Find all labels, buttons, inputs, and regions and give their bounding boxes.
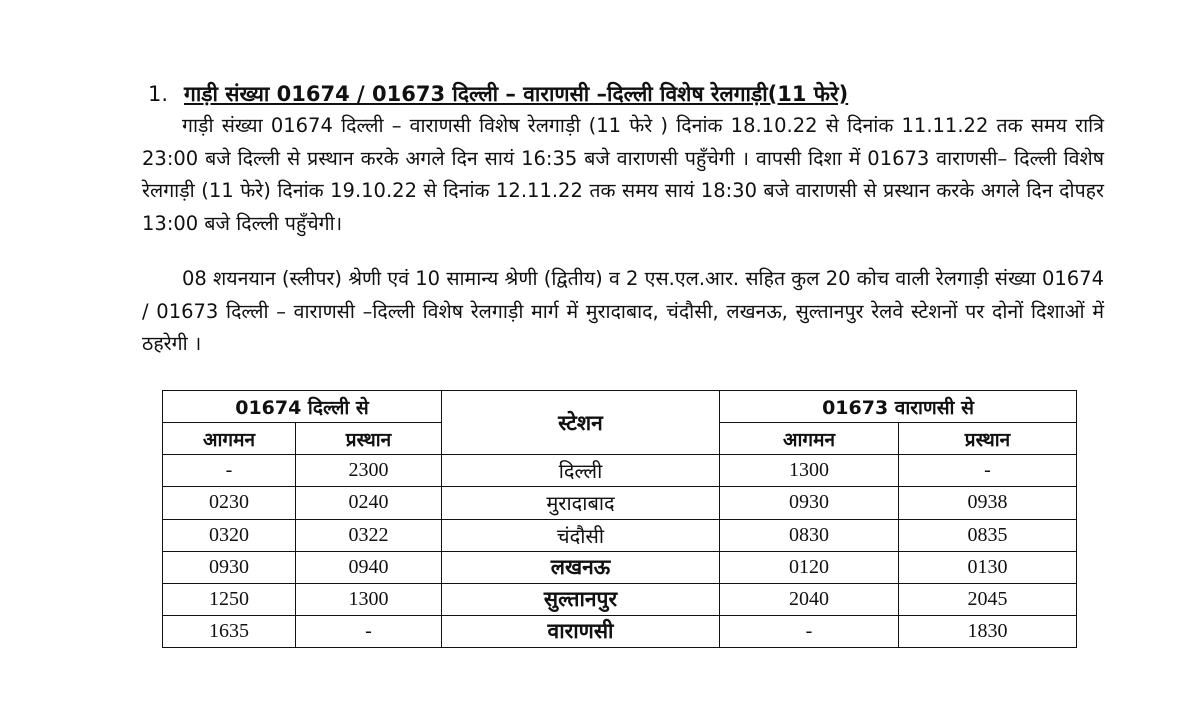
departure-cell: 0322 <box>296 519 442 551</box>
station-cell: लखनऊ <box>442 551 720 583</box>
departure-cell: 2300 <box>296 455 442 487</box>
paragraph-schedule-text: गाड़ी संख्या 01674 दिल्ली – वाराणसी विशेष रेलगाड़ी (11 फेरे ) दिनांक 18.10.22 से दिनांक 11.11.22 तक समय रात्रि 23:00 बजे दिल्ली से प्रस्थान करके अगले दिन सायं 16:35 बजे वाराणसी पहुँचेगी । वापसी दिशा में 01673 वाराणसी– दिल्ली विशेष रेलगाड़ी (11 फेरे) दिनांक 19.10.22 से दिनांक 12.11.22 तक समय सायं 18:30 बजे वाराणसी से प्रस्थान करके अगले दिन दोपहर 13:00 बजे दिल्ली पहुँचेगी। <box>142 114 1104 235</box>
table-row <box>163 519 1077 551</box>
table-header-row <box>163 391 1077 423</box>
arrival-header: आगमन <box>163 423 296 455</box>
table-row <box>163 551 1077 583</box>
schedule-table <box>162 390 1077 648</box>
arrival-cell: 1250 <box>163 583 296 615</box>
arrival-header: आगमन <box>720 423 899 455</box>
departure-cell: 0240 <box>296 487 442 519</box>
arrival-cell: 0230 <box>163 487 296 519</box>
departure-cell: 0938 <box>899 487 1077 519</box>
station-header: स्टेशन <box>442 391 720 455</box>
right-group-header: 01673 वाराणसी से <box>720 391 1077 423</box>
paragraph-composition <box>142 263 1104 361</box>
departure-cell: 0130 <box>899 551 1077 583</box>
departure-cell: 2045 <box>899 583 1077 615</box>
arrival-cell: 1635 <box>163 615 296 647</box>
section-number: 1. <box>148 82 169 106</box>
departure-cell: 1830 <box>899 615 1077 647</box>
table-row <box>163 487 1077 519</box>
paragraph-schedule <box>142 110 1104 240</box>
arrival-cell: 2040 <box>720 583 899 615</box>
station-cell: मुरादाबाद <box>442 487 720 519</box>
section-title: गाड़ी संख्या 01674 / 01673 दिल्ली – वाराणसी –दिल्ली विशेष रेलगाड़ी(11 फेरे) <box>184 82 849 106</box>
arrival-cell: 0930 <box>163 551 296 583</box>
arrival-cell: 0120 <box>720 551 899 583</box>
arrival-cell: 1300 <box>720 455 899 487</box>
departure-header: प्रस्थान <box>899 423 1077 455</box>
departure-cell: - <box>899 455 1077 487</box>
arrival-cell: 0320 <box>163 519 296 551</box>
departure-cell: 0835 <box>899 519 1077 551</box>
station-cell: सुल्तानपुर <box>442 583 720 615</box>
departure-cell: 1300 <box>296 583 442 615</box>
station-cell: दिल्ली <box>442 455 720 487</box>
table-row <box>163 455 1077 487</box>
arrival-cell: - <box>163 455 296 487</box>
left-group-header: 01674 दिल्ली से <box>163 391 442 423</box>
departure-header: प्रस्थान <box>296 423 442 455</box>
departure-cell: 0940 <box>296 551 442 583</box>
table-row <box>163 583 1077 615</box>
arrival-cell: 0930 <box>720 487 899 519</box>
table-row <box>163 615 1077 647</box>
paragraph-composition-text: 08 शयनयान (स्लीपर) श्रेणी एवं 10 सामान्य श्रेणी (द्वितीय) व 2 एस.एल.आर. सहित कुल 20 कोच वाली रेलगाड़ी संख्या 01674 / 01673 दिल्ली – वाराणसी –दिल्ली विशेष रेलगाड़ी मार्ग में मुरादाबाद, चंदौसी, लखनऊ, सुल्तानपुर रेलवे स्टेशनों पर दोनों दिशाओं में ठहरेगी । <box>142 267 1104 355</box>
station-cell: चंदौसी <box>442 519 720 551</box>
departure-cell: - <box>296 615 442 647</box>
station-cell: वाराणसी <box>442 615 720 647</box>
section-heading <box>148 80 1108 108</box>
arrival-cell: 0830 <box>720 519 899 551</box>
arrival-cell: - <box>720 615 899 647</box>
